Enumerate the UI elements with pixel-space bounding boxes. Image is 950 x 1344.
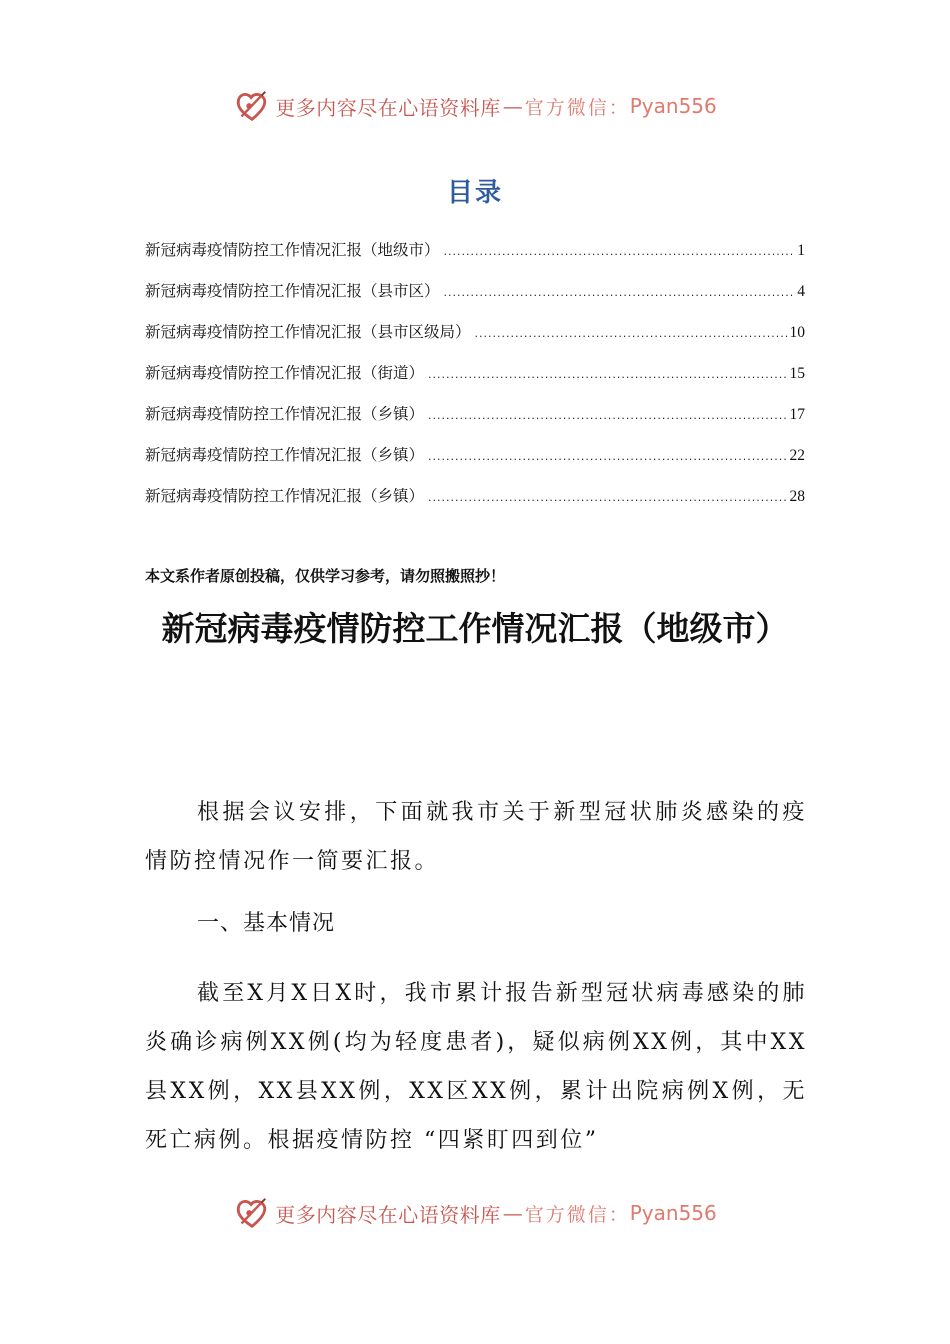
section-heading: 一、基本情况 xyxy=(197,911,336,936)
toc-entry-title: 新冠病毒疫情防控工作情况汇报（乡镇） xyxy=(145,446,425,464)
toc-leader-dots xyxy=(428,491,787,504)
banner-brand-text: 更多内容尽在心语资料库 xyxy=(275,95,501,120)
toc-entry-page: 15 xyxy=(789,365,805,382)
toc-leader-dots xyxy=(428,368,787,381)
banner-separator: — xyxy=(502,94,523,118)
toc-entry-page: 28 xyxy=(789,488,805,505)
intro-paragraph: 根据会议安排，下面就我市关于新型冠状肺炎感染的疫情防控情况作一简要汇报。 xyxy=(145,800,807,874)
toc-leader-dots xyxy=(428,450,787,463)
article-title: 新冠病毒疫情防控工作情况汇报（地级市） xyxy=(161,609,789,648)
toc-entry[interactable] xyxy=(145,361,805,402)
toc-entry-title: 新冠病毒疫情防控工作情况汇报（乡镇） xyxy=(145,405,425,423)
footer-banner xyxy=(0,1190,950,1236)
section-paragraph: 截至X月X日X时，我市累计报告新型冠状病毒感染的肺炎确诊病例XX例(均为轻度患者)，疑似病例XX例，其中XX县XX例，XX县XX例，XX区XX例，累计出院病例X例，无死亡病例。根据疫情防控 “四紧盯四到位” xyxy=(145,981,807,1153)
toc-entry[interactable] xyxy=(145,443,805,484)
toc-leader-dots xyxy=(475,327,788,340)
header-banner xyxy=(0,83,950,129)
banner-wechat-id: Pyan556 xyxy=(629,1201,717,1225)
banner-wechat-id: Pyan556 xyxy=(629,94,717,118)
toc-leader-dots xyxy=(444,286,796,299)
banner-official-label: 官方微信： xyxy=(524,96,630,119)
toc-leader-dots xyxy=(444,245,796,258)
heart-quill-logo-icon xyxy=(233,1194,271,1232)
toc-leader-dots xyxy=(428,409,787,422)
toc-entry-page: 1 xyxy=(797,242,805,259)
banner-separator: — xyxy=(502,1201,523,1225)
toc-entry[interactable] xyxy=(145,484,805,525)
toc-entry-title: 新冠病毒疫情防控工作情况汇报（街道） xyxy=(145,364,425,382)
table-of-contents xyxy=(145,238,805,525)
toc-entry[interactable] xyxy=(145,402,805,443)
toc-entry[interactable] xyxy=(145,238,805,279)
toc-entry[interactable] xyxy=(145,320,805,361)
toc-title: 目录 xyxy=(446,178,503,208)
toc-entry-page: 4 xyxy=(797,283,805,300)
toc-entry-page: 10 xyxy=(789,324,805,341)
toc-entry-page: 22 xyxy=(789,447,805,464)
copyright-notice: 本文系作者原创投稿，仅供学习参考，请勿照搬照抄！ xyxy=(145,567,506,585)
toc-entry-title: 新冠病毒疫情防控工作情况汇报（县市区） xyxy=(145,282,440,300)
heart-quill-logo-icon xyxy=(233,87,271,125)
toc-entry-page: 17 xyxy=(789,406,805,423)
banner-official-label: 官方微信： xyxy=(524,1203,630,1226)
banner-brand-text: 更多内容尽在心语资料库 xyxy=(275,1202,501,1227)
toc-entry[interactable] xyxy=(145,279,805,320)
toc-entry-title: 新冠病毒疫情防控工作情况汇报（地级市） xyxy=(145,241,440,259)
toc-entry-title: 新冠病毒疫情防控工作情况汇报（乡镇） xyxy=(145,487,425,505)
toc-entry-title: 新冠病毒疫情防控工作情况汇报（县市区级局） xyxy=(145,323,471,341)
